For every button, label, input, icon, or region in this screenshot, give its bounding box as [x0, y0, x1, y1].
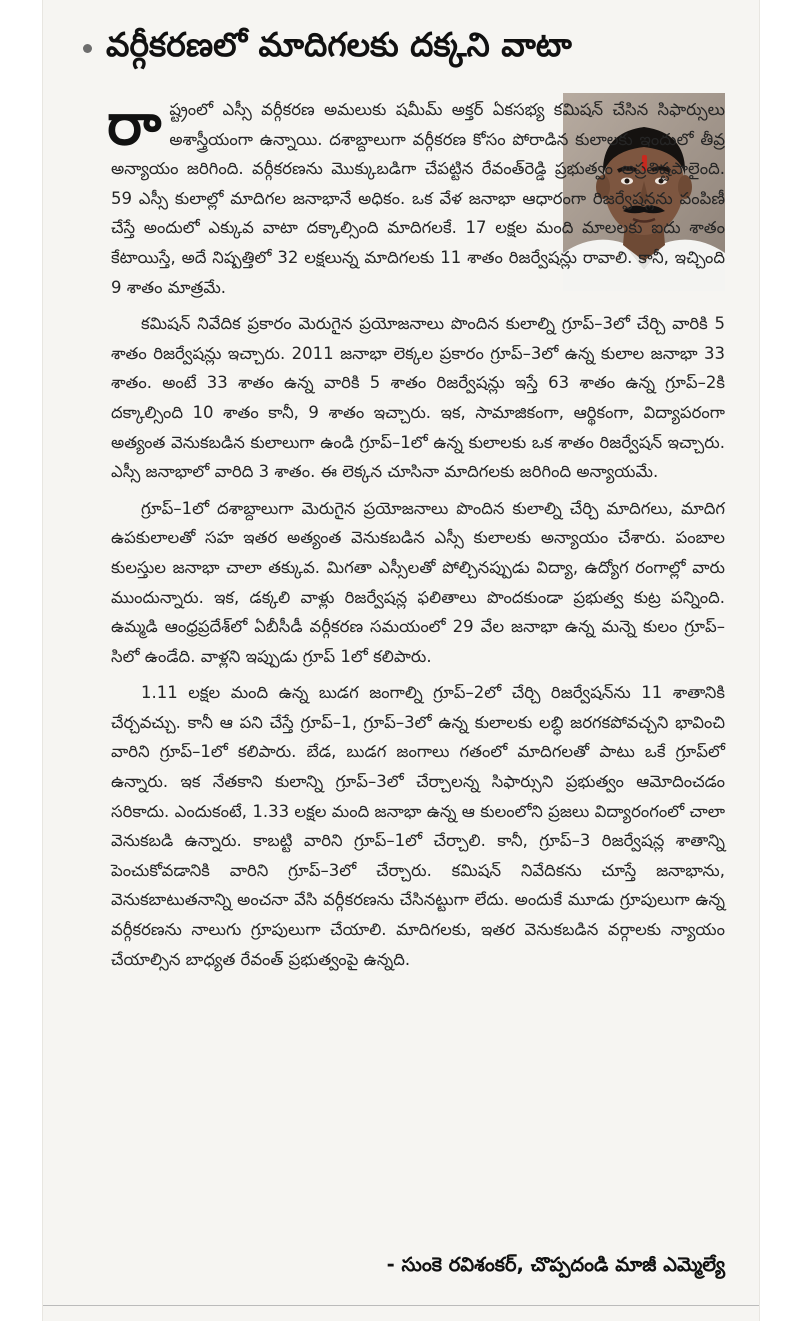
paragraph-3: గ్రూప్–1లో దశాబ్దాలుగా మెరుగైన ప్రయోజనాలు పొందిన కులాల్ని చేర్చి మాదిగలు, మాదిగ ఉపకులాలతో సహ ఇతర అత్యంత వెనుకబడిన ఎస్సీ కులాలకు అన్యాయం చేశారు. పంబాల కులస్తుల జనాభా చాలా తక్కువ. మిగతా ఎస్సీలతో పోల్చినప్పుడు విద్యా, ఉద్యోగ రంగాల్లో వారు ముందున్నారు. ఇక, డక్కలి వాళ్లు రిజర్వేషన్ల ఫలితాలు పొందకుండా ప్రభుత్వ కుట్ర పన్నింది. ఉమ్మడి ఆంధ్రప్రదేశ్‌లో ఏబీసీడీ వర్గీకరణ సమయంలో 29 వేల జనాభా ఉన్న మన్నె కులం గ్రూప్–సిలో ఉండేది. వాళ్లని ఇప్పుడు గ్రూప్ 1లో కలిపారు. [111, 498, 725, 666]
article-body [107, 90, 725, 974]
paragraph-1 [107, 90, 725, 302]
news-clipping [42, 0, 760, 1321]
paragraph-2: కమిషన్ నివేదిక ప్రకారం మెరుగైన ప్రయోజనాలు పొందిన కులాల్ని గ్రూప్–3లో చేర్చి వారికి 5 శాతం రిజర్వేషన్లు ఇచ్చారు. 2011 జనాభా లెక్కల ప్రకారం గ్రూప్–3లో ఉన్న కులాల జనాభా 33 శాతం. అంటే 33 శాతం ఉన్న వారికి 5 శాతం రిజర్వేషన్లు ఇస్తే 63 శాతం ఉన్న గ్రూప్–2కి దక్కాల్సింది 10 శాతం కానీ, 9 శాతం ఇచ్చారు. ఇక, సామాజికంగా, ఆర్థికంగా, విద్యాపరంగా అత్యంత వెనుకబడిన కులాలుగా ఉండి గ్రూప్–1లో ఉన్న కులాలకు ఒక శాతం రిజర్వేషన్ ఇచ్చారు. ఎస్సీ జనాభాలో వారిది 3 శాతం. ఈ లెక్కన చూసినా మాదిగలకు జరిగింది అన్యాయమే. [111, 314, 725, 482]
paragraph-4: 1.11 లక్షల మంది ఉన్న బుడగ జంగాల్ని గ్రూప్–2లో చేర్చి రిజర్వేషన్‌ను 11 శాతానికి చేర్చవచ్చు. కానీ ఆ పని చేస్తే గ్రూప్–1, గ్రూప్–3లో ఉన్న కులాలకు లబ్ధి జరగకపోవచ్చని భావించి వారిని గ్రూప్–1లో కలిపారు. బేడ, బుడగ జంగాలు గతంలో మాదిగలతో పాటు ఒకే గ్రూప్‌లో ఉన్నారు. ఇక నేతకాని కులాన్ని గ్రూప్–3లో చేర్చాలన్న సిఫార్సుని ప్రభుత్వం ఆమోదించడం సరికాదు. ఎందుకంటే, 1.33 లక్షల మంది జనాభా ఉన్న ఆ కులంలోని ప్రజలు విద్యారంగంలో చాలా వెనుకబడి ఉన్నారు. కాబట్టి వారిని గ్రూప్–1లో చేర్చాలి. కానీ, గ్రూప్–3 రిజర్వేషన్ల శాతాన్ని పెంచుకోవడానికి వారిని గ్రూప్–3లో చేర్చారు. కమిషన్ నివేదికను చూస్తే జనాభాను, వెనుకబాటుతనాన్ని అంచనా వేసి వర్గీకరణను చేసినట్టుగా లేదు. అందుకే మూడు గ్రూపులుగా ఉన్న వర్గీకరణను నాలుగు గ్రూపులుగా చేయాలి. మాదిగలకు, ఇతర వెనుకబడిన వర్గాలకు న్యాయం చేయాల్సిన బాధ్యత రేవంత్ ప్రభుత్వంపై ఉన్నది. [111, 683, 725, 969]
headline: వర్గీకరణలో మాదిగలకు దక్కని వాటా [106, 24, 572, 64]
bottom-divider [43, 1305, 759, 1306]
author-signature: - సుంకె రవిశంకర్, చొప్పదండి మాజీ ఎమ్మెల్యే [386, 1253, 725, 1276]
bullet-dot-icon [83, 44, 92, 53]
paragraph-1-text: ష్ట్రంలో ఎస్సీ వర్గీకరణ అమలుకు షమీమ్ అక్తర్ ఏకసభ్య కమిషన్ చేసిన సిఫార్సులు అశాస్త్రీయంగా ఉన్నాయి. దశాబ్దాలుగా వర్గీకరణ కోసం పోరాడిన కులాలకు ఇందులో తీవ్ర అన్యాయం జరిగింది. వర్గీకరణను మొక్కుబడిగా చేపట్టిన రేవంత్‌రెడ్డి ప్రభుత్వం అప్రతిష్టపాలైంది. 59 ఎస్సీ కులాల్లో మాదిగల జనాభానే అధికం. ఒక వేళ జనాభా ఆధారంగా రిజర్వేషన్లను పంపిణీ చేస్తే అందులో ఎక్కువ వాటా దక్కాల్సింది మాదిగలకే. 17 లక్షల మంది మాలలకు ఐదు శాతం కేటాయిస్తే, అదే నిష్పత్తిలో 32 లక్షలున్న మాదిగలకు 11 శాతం రిజర్వేషన్లు రావాలి. కానీ, ఇచ్చింది 9 శాతం మాత్రమే. [111, 100, 725, 297]
headline-row [83, 8, 743, 88]
drop-cap: రా [107, 90, 162, 158]
